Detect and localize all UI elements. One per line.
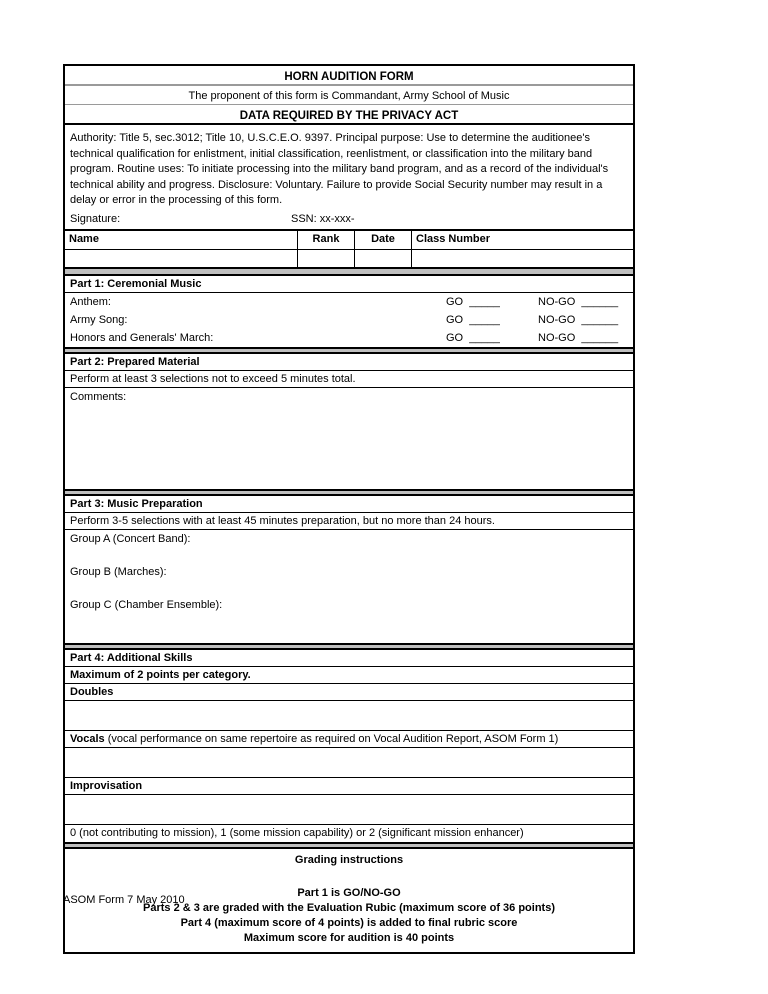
part4-scale-note: 0 (not contributing to mission), 1 (some mission capability) or 2 (significant mission enhancer) bbox=[70, 826, 524, 839]
column-header-rank: Rank bbox=[298, 231, 355, 249]
identity-table-header bbox=[65, 231, 633, 250]
part1-item-honors-march-label: Honors and Generals' March: bbox=[70, 331, 214, 344]
column-header-name: Name bbox=[65, 231, 298, 249]
part4-category-improvisation bbox=[65, 778, 633, 795]
form-footer: ASOM Form 7 May 2010 bbox=[63, 894, 185, 906]
grading-instructions-title: Grading instructions bbox=[294, 853, 404, 866]
form-proponent: The proponent of this form is Commandant, Army School of Music bbox=[65, 86, 633, 105]
part2-comments-label: Comments: bbox=[70, 390, 127, 403]
part3-group-c-label: Group C (Chamber Ensemble): bbox=[70, 598, 223, 611]
section-separator-5 bbox=[65, 842, 633, 849]
part1-item-honors-march[interactable] bbox=[65, 329, 633, 347]
signature-label: Signature: bbox=[70, 212, 121, 225]
field-class-number[interactable] bbox=[412, 250, 633, 267]
identity-table-row[interactable] bbox=[65, 250, 633, 269]
horn-audition-form bbox=[63, 64, 635, 954]
part4-heading: Part 4: Additional Skills bbox=[65, 650, 633, 667]
part4-max-note: Maximum of 2 points per category. bbox=[65, 667, 633, 684]
field-name[interactable] bbox=[65, 250, 298, 267]
part4-category-vocals bbox=[65, 731, 633, 748]
part3-groups-box[interactable] bbox=[65, 530, 633, 643]
signature-row bbox=[65, 211, 633, 231]
part4-category-improvisation-label: Improvisation bbox=[70, 779, 143, 792]
part3-heading: Part 3: Music Preparation bbox=[65, 496, 633, 513]
grading-line-3: Part 4 (maximum score of 4 points) is added to final rubric score bbox=[180, 916, 518, 929]
part4-category-vocals-entry[interactable] bbox=[65, 748, 633, 778]
privacy-act-heading: DATA REQUIRED BY THE PRIVACY ACT bbox=[65, 105, 633, 125]
part1-item-honors-march-go[interactable]: GO _____ bbox=[446, 331, 500, 344]
part2-heading: Part 2: Prepared Material bbox=[65, 354, 633, 371]
part2-instruction: Perform at least 3 selections not to exceed 5 minutes total. bbox=[65, 371, 633, 388]
form-title: HORN AUDITION FORM bbox=[65, 66, 633, 86]
part1-item-anthem-label: Anthem: bbox=[70, 295, 111, 308]
part1-item-army-song-nogo[interactable]: NO-GO ______ bbox=[538, 313, 619, 326]
section-separator-2 bbox=[65, 347, 633, 354]
part1-item-anthem-go[interactable]: GO _____ bbox=[446, 295, 500, 308]
section-separator-3 bbox=[65, 489, 633, 496]
part3-instruction: Perform 3-5 selections with at least 45 minutes preparation, but no more than 24 hours. bbox=[65, 513, 633, 530]
part4-category-doubles-label: Doubles bbox=[70, 685, 114, 698]
ssn-label: SSN: xx-xxx- bbox=[291, 212, 355, 225]
section-separator-1 bbox=[65, 269, 633, 276]
grading-line-2: Parts 2 & 3 are graded with the Evaluation Rubic (maximum score of 36 points) bbox=[143, 901, 555, 914]
part4-category-doubles-entry[interactable] bbox=[65, 701, 633, 731]
field-date[interactable] bbox=[355, 250, 412, 267]
part1-item-anthem-nogo[interactable]: NO-GO ______ bbox=[538, 295, 619, 308]
part1-item-anthem[interactable] bbox=[65, 293, 633, 311]
part4-category-improvisation-entry[interactable] bbox=[65, 795, 633, 825]
part3-group-b-label: Group B (Marches): bbox=[70, 565, 167, 578]
section-separator-4 bbox=[65, 643, 633, 650]
part4-category-vocals-detail: (vocal performance on same repertoire as required on Vocal Audition Report, ASOM Form 1) bbox=[104, 732, 559, 745]
part1-heading: Part 1: Ceremonial Music bbox=[65, 276, 633, 293]
part4-category-doubles bbox=[65, 684, 633, 701]
part1-item-honors-march-nogo[interactable]: NO-GO ______ bbox=[538, 331, 619, 344]
grading-line-4: Maximum score for audition is 40 points bbox=[243, 931, 455, 944]
grading-line-1: Part 1 is GO/NO-GO bbox=[297, 886, 401, 899]
part1-item-army-song-go[interactable]: GO _____ bbox=[446, 313, 500, 326]
column-header-class-number: Class Number bbox=[416, 232, 490, 245]
column-header-date: Date bbox=[355, 231, 412, 249]
part4-category-vocals-label: Vocals bbox=[70, 732, 105, 745]
part1-item-army-song[interactable] bbox=[65, 311, 633, 329]
part2-comments-box[interactable] bbox=[65, 388, 633, 489]
part1-item-army-song-label: Army Song: bbox=[70, 313, 128, 326]
privacy-act-text: Authority: Title 5, sec.3012; Title 10, U.S.C.E.O. 9397. Principal purpose: Use to determine the auditionee's technical qualification for enlistment, initial classification, reenlistment, or classification into the military band program. Routine uses: To initiate processing into the military band program, and as a record of the individual's technical ability and progress. Disclosure: Voluntary. Failure to provide Social Security number may result in a delay or error in the processing of this form. bbox=[70, 132, 609, 206]
field-rank[interactable] bbox=[298, 250, 355, 267]
part3-group-a-label: Group A (Concert Band): bbox=[70, 532, 191, 545]
